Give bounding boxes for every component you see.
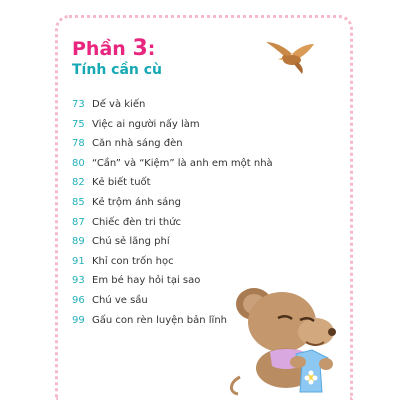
mouse-illustration bbox=[220, 282, 370, 400]
toc-title: Căn nhà sáng đèn bbox=[92, 138, 183, 150]
toc-item[interactable] bbox=[72, 134, 312, 154]
toc-page-number: 99 bbox=[72, 314, 85, 326]
bird-illustration bbox=[262, 36, 318, 76]
toc-item[interactable] bbox=[72, 154, 312, 174]
toc-title: Gấu con rèn luyện bản lĩnh bbox=[92, 314, 228, 326]
toc-page-number: 87 bbox=[72, 216, 85, 228]
toc-page-number: 85 bbox=[72, 196, 85, 208]
toc-page-number: 93 bbox=[72, 275, 85, 287]
toc-item[interactable] bbox=[72, 193, 312, 213]
toc-item[interactable] bbox=[72, 213, 312, 233]
toc-item[interactable] bbox=[72, 173, 312, 193]
toc-page-number: 91 bbox=[72, 255, 85, 267]
toc-title: Việc ai người nấy làm bbox=[92, 118, 200, 130]
toc-page-number: 82 bbox=[72, 177, 85, 189]
toc-title: Chiếc đèn tri thức bbox=[92, 216, 182, 228]
part-suffix: : bbox=[147, 38, 156, 60]
toc-page-number: 75 bbox=[72, 118, 85, 130]
part-title bbox=[72, 36, 155, 61]
toc-page-number: 89 bbox=[72, 236, 85, 248]
toc-title: Kẻ biết tuốt bbox=[92, 177, 151, 189]
part-label: Phần bbox=[72, 38, 126, 60]
toc-title: “Cần” và “Kiệm” là anh em một nhà bbox=[92, 157, 273, 169]
toc-page-number: 73 bbox=[72, 99, 85, 110]
toc-item[interactable] bbox=[72, 252, 312, 272]
toc-page-number: 80 bbox=[72, 157, 85, 169]
toc-page-number: 96 bbox=[72, 294, 85, 306]
toc-page-number: 78 bbox=[72, 138, 85, 150]
part-number: 3 bbox=[132, 36, 148, 61]
part-subtitle: Tính cần cù bbox=[72, 62, 163, 78]
toc-title: Dế và kiến bbox=[92, 99, 146, 110]
toc-title: Khỉ con trốn học bbox=[92, 255, 174, 267]
toc-item[interactable] bbox=[72, 232, 312, 252]
toc-title: Chú sẻ lãng phí bbox=[92, 236, 170, 248]
toc-title: Kẻ trộm ánh sáng bbox=[92, 196, 181, 208]
toc-title: Em bé hay hỏi tại sao bbox=[92, 275, 201, 287]
toc-title: Chú ve sầu bbox=[92, 294, 148, 306]
toc-item[interactable] bbox=[72, 115, 312, 135]
toc-item[interactable] bbox=[72, 95, 312, 115]
